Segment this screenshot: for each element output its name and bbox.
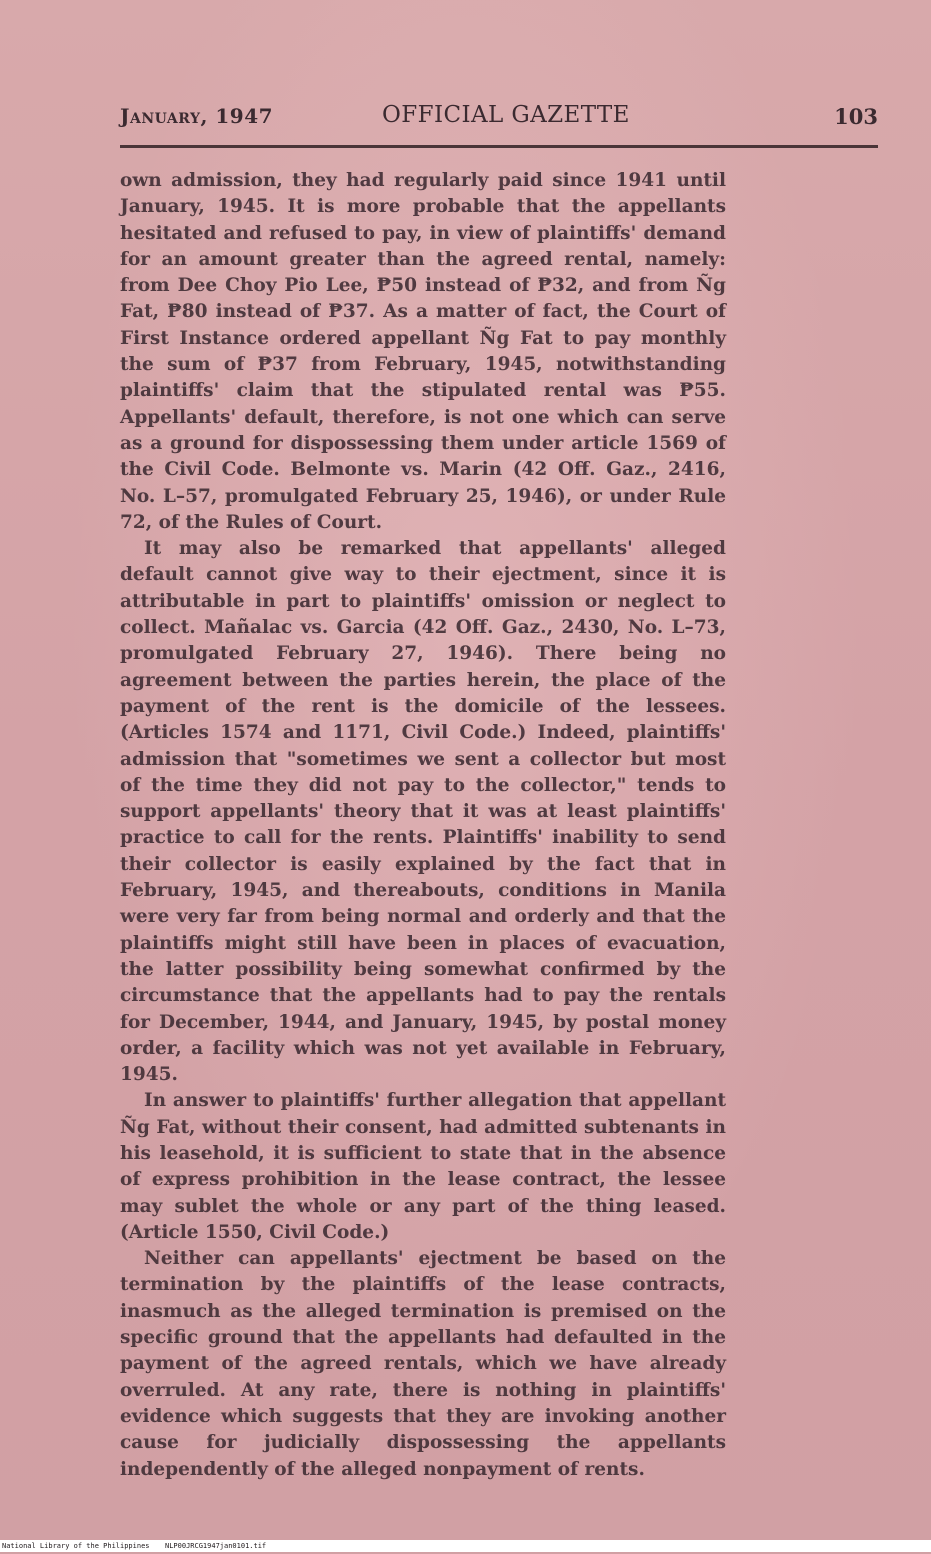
header-date: January, 1947 xyxy=(120,104,274,128)
paragraph-1: own admission, they had regularly paid since 1941 until January, 1945. It is more probable that the appellants hesitated and refused to pay, in view of plaintiffs' demand for an amount greater than the agreed rental, namely: from Dee Choy Pio Lee, ₱50 instead of ₱32, and from Ñg Fat, ₱80 instead of ₱37. As a matter of fact, the Court of First Instance ordered appellant Ñg Fat to pay monthly the sum of ₱37 from February, 1945, notwithstanding plaintiffs' claim that the stipulated rental was ₱55. Appellants' default, therefore, is not one which can serve as a ground for dispossessing them under article 1569 of the Civil Code. Belmonte vs. Marin (42 Off. Gaz., 2416, No. L–57, promulgated February 25, 1946), or under Rule 72, of the Rules of Court. xyxy=(120,170,726,533)
scan-footer xyxy=(0,1540,931,1552)
header-rule xyxy=(120,145,878,148)
paragraph-4: Neither can appellants' ejectment be based on the termination by the plaintiffs of the lease contracts, inasmuch as the alleged termination is premised on the specific ground that the appellants had defaulted in the payment of the agreed rentals, which we have already overruled. At any rate, there is nothing in plaintiffs' evidence which suggests that they are invoking another cause for judicially dispossessing the appellants independently of the alleged nonpayment of rents. xyxy=(120,1248,726,1480)
paragraph-3: In answer to plaintiffs' further allegation that appellant Ñg Fat, without their consent, had admitted subtenants in his leasehold, it is sufficient to state that in the absence of express prohibition in the lease contract, the lessee may sublet the whole or any part of the thing leased. (Article 1550, Civil Code.) xyxy=(120,1090,726,1243)
page-header xyxy=(120,100,880,136)
paragraph-2: It may also be remarked that appellants' alleged default cannot give way to their ejectment, since it is attributable in part to plaintiffs' omission or neglect to collect. Mañalac vs. Garcia (42 Off. Gaz., 2430, No. L–73, promulgated February 27, 1946). There being no agreement between the parties herein, the place of the payment of the rent is the domicile of the lessees. (Articles 1574 and 1171, Civil Code.) Indeed, plaintiffs' admission that "sometimes we sent a collector but most of the time they did not pay to the collector," tends to support appellants' theory that it was at least plaintiffs' practice to call for the rents. Plaintiffs' inability to send their collector is easily explained by the fact that in February, 1945, and thereabouts, conditions in Manila were very far from being normal and orderly and that the plaintiffs might still have been in places of evacuation, the latter possibility being somewhat confirmed by the circumstance that the appellants had to pay the rentals for December, 1944, and January, 1945, by postal money order, a facility which was not yet available in February, 1945. xyxy=(120,538,726,1086)
header-title: OFFICIAL GAZETTE xyxy=(382,102,630,128)
page-number: 103 xyxy=(834,104,878,129)
article-body xyxy=(120,168,726,1483)
footer-filename: NLP00JRCG1947jan0101.tif xyxy=(165,1542,267,1550)
footer-source: National Library of the Philippines xyxy=(2,1542,150,1550)
